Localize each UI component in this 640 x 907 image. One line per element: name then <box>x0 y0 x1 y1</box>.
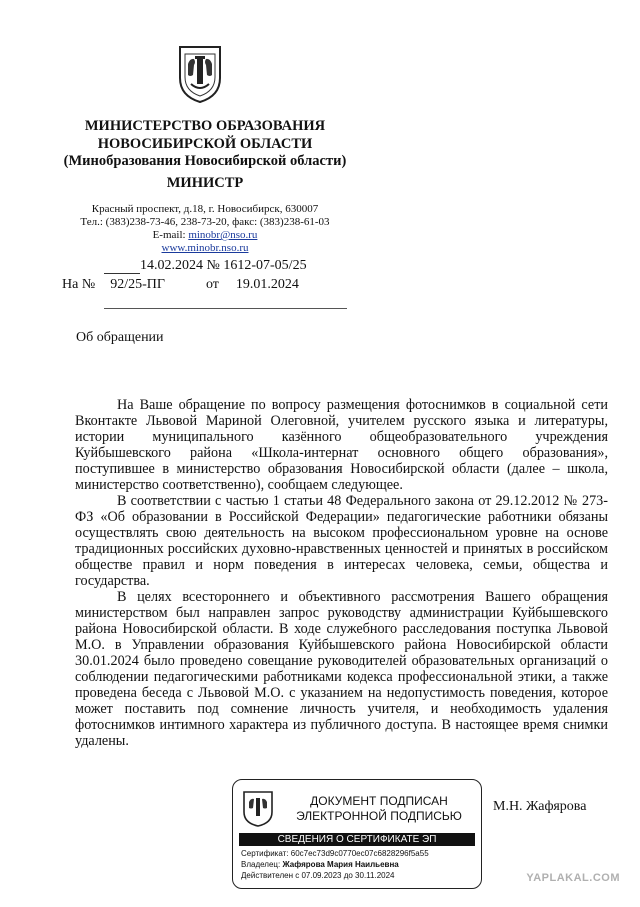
reply-reference <box>62 277 352 293</box>
ministry-name-line1: МИНИСТЕРСТВО ОБРАЗОВАНИЯ <box>84 118 326 134</box>
registration-divider <box>104 308 347 309</box>
signer-name: М.Н. Жафярова <box>493 799 587 814</box>
phones: Тел.: (383)238-73-46, 238-73-20, факс: (383)238-61-03 <box>80 216 330 228</box>
certificate-label: Сертификат: <box>241 849 291 858</box>
body-paragraph-1: На Ваше обращение по вопросу размещения фотоснимков в социальной сети Вконтакте Львовой Мариной Олеговной, учителем русского языка и литературы, истории муниципального казённого общеобразовательного учреждения Куйбышевского района «Школа-интернат основного общего образования», поступившее в министерство образования Новосибирской области (далее – школа, министерство соответственно), сообщаем следующее. <box>75 397 608 493</box>
reply-number: 92/25-ПГ <box>110 277 165 292</box>
stamp-coat-of-arms-icon <box>241 790 275 828</box>
ministry-short-name: (Минобразования Новосибирской области) <box>63 153 347 169</box>
contact-block <box>40 203 370 255</box>
address: Красный проспект, д.18, г. Новосибирск, 630007 <box>91 203 319 215</box>
owner-label: Владелец: <box>241 860 283 869</box>
certificate-id: 60c7ec73d9c0770ec07c6828296f5a55 <box>290 849 429 858</box>
owner-name: Жафярова Мария Наильевна <box>282 860 399 869</box>
ministry-name <box>40 118 370 171</box>
blank-line <box>104 273 140 274</box>
signature-title <box>281 794 477 824</box>
body-paragraph-3: В целях всестороннего и объективного рассмотрения Вашего обращения министерством был направлен запрос руководству администрации Куйбышевского района Новосибирской области. В ходе служебного расследования поступка Львовой М.О. в Управлении образования Куйбышевского района Новосибирской области 30.01.2024 было проведено совещание руководителей образовательных организаций о соблюдении педагогическими работниками кодекса профессиональной этики, а также проведена беседа с Львовой М.О. с указанием на недопустимость поведения, которое может поставить под сомнение личность учителя, и необходимость удаления фотоснимков интимного характера из публичного доступа. В настоящее время снимки удалены. <box>75 589 608 749</box>
watermark: YAPLAKAL.COM <box>526 872 620 884</box>
electronic-signature-stamp <box>232 779 482 889</box>
certificate-header: СВЕДЕНИЯ О СЕРТИФИКАТЕ ЭП <box>239 833 475 846</box>
outgoing-number <box>104 258 329 274</box>
letter-body <box>75 397 608 749</box>
outgoing-date-number: 14.02.2024 № 1612-07-05/25 <box>140 258 307 273</box>
signature-title-line2: ЭЛЕКТРОННОЙ ПОДПИСЬЮ <box>296 809 462 823</box>
reply-prefix: На № <box>62 277 96 292</box>
email-line <box>40 229 370 242</box>
reply-date: 19.01.2024 <box>235 277 299 292</box>
body-paragraph-2: В соответствии с частью 1 статьи 48 Федерального закона от 29.12.2012 № 273-ФЗ «Об образовании в Российской Федерации» педагогические работники обязаны осуществлять свою деятельность на высоком профессиональном уровне на основе традиционных российских духовно-нравственных ценностей и принятых в российском обществе правил и норм поведения в интересах человека, семьи, общества и государства. <box>75 493 608 589</box>
reply-from: от <box>205 277 219 292</box>
coat-of-arms-icon <box>177 44 223 104</box>
email-link[interactable]: minobr@nso.ru <box>188 229 258 241</box>
signature-title-line1: ДОКУМЕНТ ПОДПИСАН <box>310 794 448 808</box>
owner-line <box>241 860 399 870</box>
ministry-name-line2: НОВОСИБИРСКОЙ ОБЛАСТИ <box>97 135 313 152</box>
website-link[interactable]: www.minobr.nso.ru <box>161 242 249 254</box>
subject: Об обращении <box>76 330 164 345</box>
validity-line: Действителен с 07.09.2023 до 30.11.2024 <box>241 871 395 880</box>
position-title: МИНИСТР <box>166 175 244 191</box>
email-label: E-mail: <box>152 229 189 241</box>
certificate-line <box>241 849 429 859</box>
